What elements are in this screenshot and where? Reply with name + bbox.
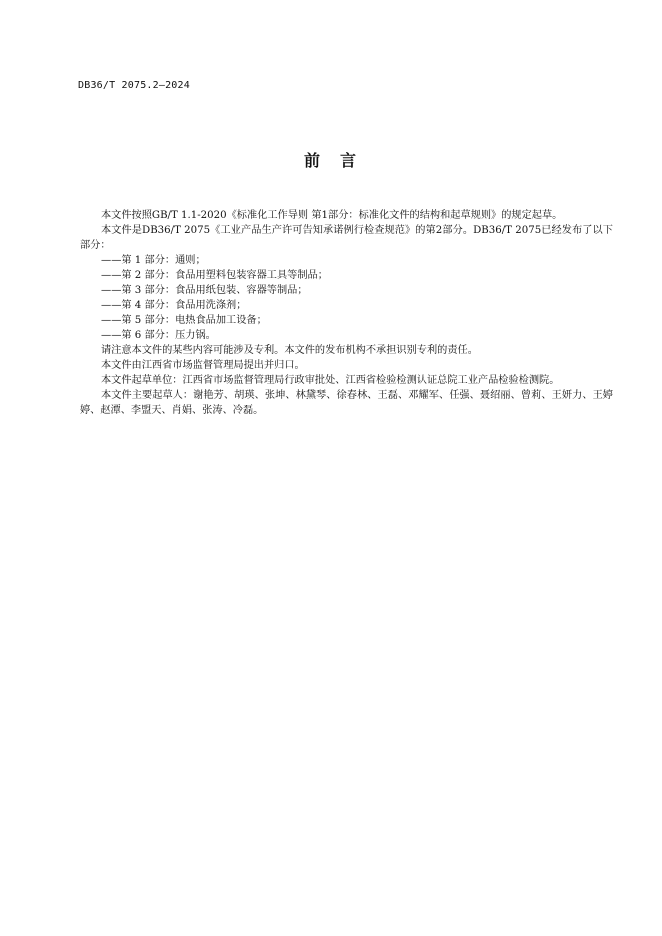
part-list-item: ——第 6 部分：压力锅。 (101, 330, 216, 341)
paragraph-series-intro: 本文件是DB36/T 2075《工业产品生产许可告知承诺例行检查规范》的第2部分。DB36/T 2075已经发布了以下部分： (80, 225, 613, 251)
paragraph-drafting-units: 本文件起草单位：江西省市场监督管理局行政审批处、江西省检验检测认证总院工业产品检验检测院。 (101, 375, 560, 386)
part-list-item: ——第 3 部分：食品用纸包装、容器等制品； (101, 285, 308, 296)
document-code: DB36/T 2075.2—2024 (78, 80, 190, 91)
part-list-item: ——第 5 部分：电热食品加工设备； (101, 315, 267, 326)
paragraph-patent-notice: 请注意本文件的某些内容可能涉及专利。本文件的发布机构不承担识别专利的责任。 (101, 345, 478, 356)
part-list-item: ——第 1 部分：通则； (101, 255, 206, 266)
part-list-item: ——第 2 部分：食品用塑料包装容器工具等制品； (101, 270, 328, 281)
paragraph-proposer: 本文件由江西省市场监督管理局提出并归口。 (101, 360, 305, 371)
paragraph-drafters: 本文件主要起草人：谢艳芳、胡瑛、张坤、林黛琴、徐春林、王磊、邓耀军、任强、聂绍丽、曾莉、王妍力、王婷婷、赵潭、李盟天、肖娟、张涛、冷磊。 (80, 390, 613, 416)
part-list-item: ——第 4 部分：食品用洗涤剂； (101, 300, 247, 311)
page-title: 前 言 (303, 151, 358, 170)
foreword-body (80, 208, 613, 418)
paragraph-drafting-rules: 本文件按照GB/T 1.1-2020《标准化工作导则 第1部分：标准化文件的结构和起草规则》的规定起草。 (101, 210, 563, 221)
